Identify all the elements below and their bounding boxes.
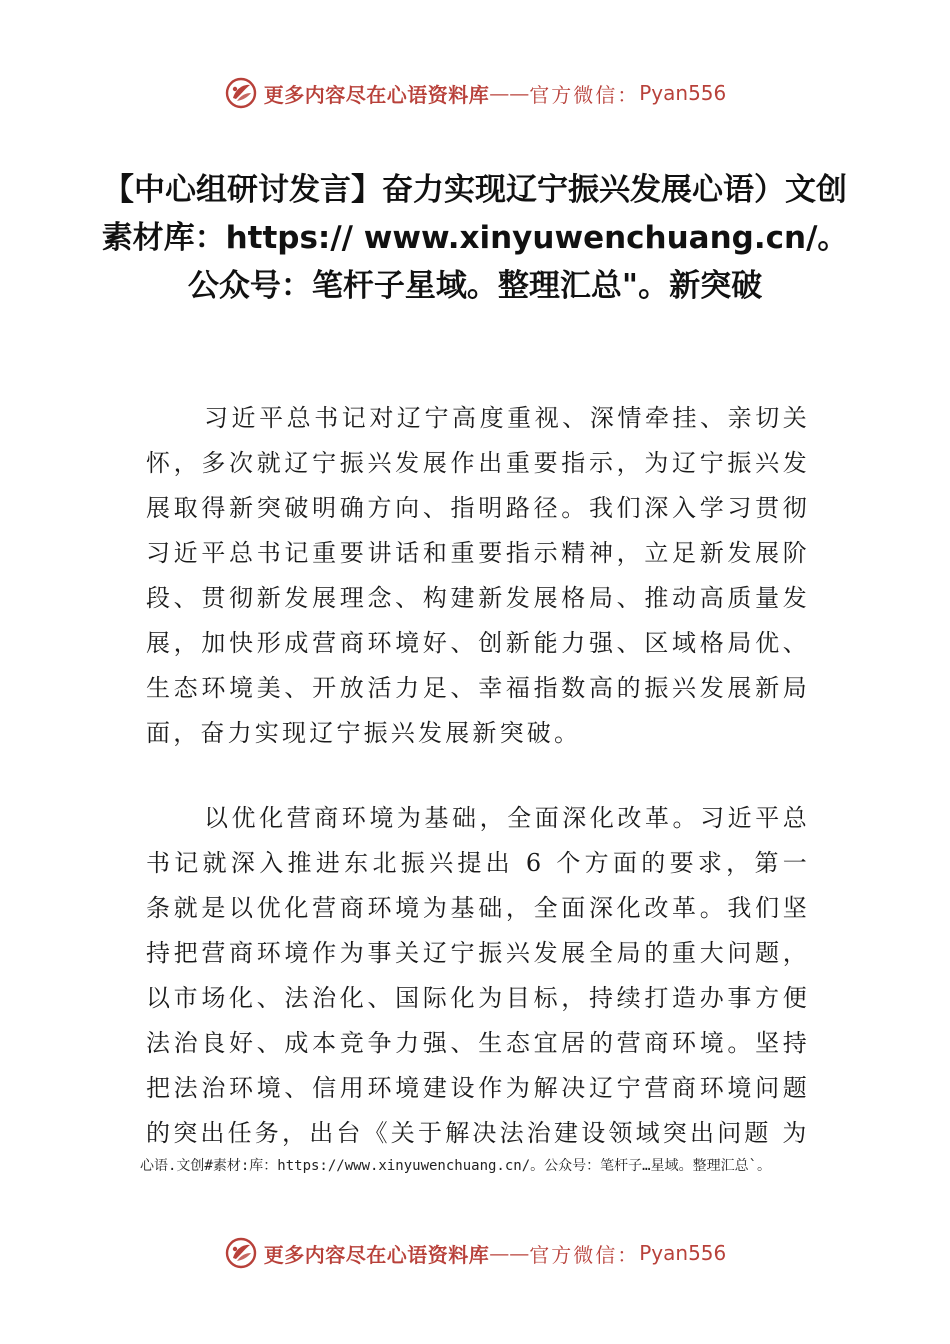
body-paragraph-1: 习近平总书记对辽宁高度重视、深情牵挂、亲切关怀，多次就辽宁振兴发展作出重要指示，为辽宁振兴发展取得新突破明确方向、指明路径。我们深入学习贯彻习近平总书记重要讲话和重要指示精神，立足新发展阶段、贯彻新发展理念、构建新发展格局、推动高质量发展，加快形成营商环境好、创新能力强、区域格局优、生态环境美、开放活力足、幸福指数高的振兴发展新局面，奋力实现辽宁振兴发展新突破。 — [146, 404, 810, 747]
banner-dash: —— — [489, 81, 530, 105]
banner-dash: —— — [489, 1241, 530, 1265]
banner-wechat-id: Pyan556 — [639, 81, 727, 105]
banner-wechat-id: Pyan556 — [639, 1241, 727, 1265]
footer-banner — [0, 1230, 950, 1276]
lotus-logo-icon — [224, 1236, 258, 1270]
body-paragraph-2: 以优化营商环境为基础，全面深化改革。习近平总书记就深入推进东北振兴提出 6 个方面的要求，第一条就是以优化营商环境为基础，全面深化改革。我们坚持把营商环境作为事关辽宁振兴发展全局的重大问题，以市场化、法治化、国际化为目标，持续打造办事方便法治良好、成本竞争力强、生态宜居的营商环境。坚持把法治环境、信用环境建设作为解决辽宁营商环境问题的突出任务，出台《关于解决法治建设领域突出问题 为 — [146, 804, 810, 1147]
banner-wechat-label: 官方微信： — [529, 82, 640, 107]
banner-wechat-label: 官方微信： — [529, 1242, 640, 1267]
header-banner — [0, 70, 950, 116]
document-title: 【中心组研讨发言】奋力实现辽宁振兴发展心语）文创素材库：https:// www.xinyuwenchuang.cn/。公众号：笔杆子星域。整理汇总"。新突破 — [101, 172, 849, 304]
lotus-logo-icon — [224, 76, 258, 110]
banner-brand-text: 更多内容尽在心语资料库 — [263, 82, 490, 107]
page-footnote: 心语.文创#素材:库：https://www.xinyuwenchuang.cn/。公众号：笔杆子…星域。整理汇总`。 — [140, 1158, 772, 1174]
banner-brand-text: 更多内容尽在心语资料库 — [263, 1242, 490, 1267]
